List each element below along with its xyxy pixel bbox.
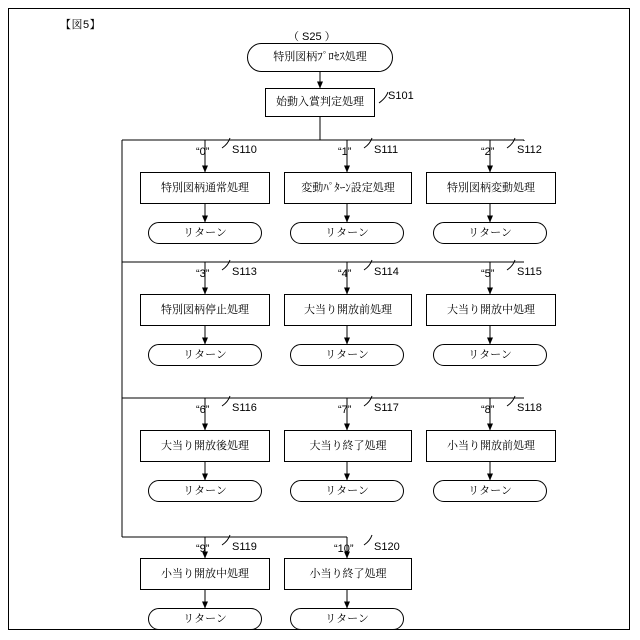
case-label-7: “7” — [338, 404, 352, 416]
node-process-s110: 特別図柄通常処理 — [140, 172, 270, 204]
step-label-s112: S112 — [517, 144, 542, 156]
step-label-s111: S111 — [374, 144, 399, 156]
node-return-s112: リターン — [433, 222, 547, 244]
case-label-8: “8” — [481, 404, 495, 416]
node-process-s117: 大当り終了処理 — [284, 430, 412, 462]
node-return-s111: リターン — [290, 222, 404, 244]
figure-caption: 【図5】 — [60, 19, 102, 31]
node-start-entry-judgement: 始動入賞判定処理 — [265, 88, 375, 117]
step-label-s117: S117 — [374, 402, 399, 414]
case-label-10: “10” — [334, 543, 354, 555]
case-label-6: “6” — [196, 404, 210, 416]
step-label-s116: S116 — [232, 402, 257, 414]
node-return-s113: リターン — [148, 344, 262, 366]
case-label-3: “3” — [196, 268, 210, 280]
case-label-9: “9” — [196, 543, 210, 555]
node-process-s116: 大当り開放後処理 — [140, 430, 270, 462]
step-label-s113: S113 — [232, 266, 257, 278]
node-return-s110: リターン — [148, 222, 262, 244]
node-return-s119: リターン — [148, 608, 262, 630]
step-label-s118: S118 — [517, 402, 542, 414]
node-process-s113: 特別図柄停止処理 — [140, 294, 270, 326]
node-process-s119: 小当り開放中処理 — [140, 558, 270, 590]
node-return-s118: リターン — [433, 480, 547, 502]
step-label-s119: S119 — [232, 541, 257, 553]
case-label-4: “4” — [338, 268, 352, 280]
node-process-s115: 大当り開放中処理 — [426, 294, 556, 326]
node-process-s111: 変動ﾊﾟﾀｰﾝ設定処理 — [284, 172, 412, 204]
node-return-s116: リターン — [148, 480, 262, 502]
step-label-s115: S115 — [517, 266, 542, 278]
node-process-s118: 小当り開放前処理 — [426, 430, 556, 462]
step-label-s120: S120 — [374, 541, 400, 553]
node-return-s117: リターン — [290, 480, 404, 502]
node-process-s112: 特別図柄変動処理 — [426, 172, 556, 204]
node-start: 特別図柄ﾌﾟﾛｾｽ処理 — [247, 43, 393, 72]
case-label-0: “0” — [196, 146, 210, 158]
entry-point-label: （ S25 ） — [288, 31, 336, 43]
case-label-5: “5” — [481, 268, 495, 280]
step-label-s114: S114 — [374, 266, 399, 278]
step-label-s101: S101 — [388, 90, 414, 102]
step-label-s110: S110 — [232, 144, 257, 156]
node-return-s115: リターン — [433, 344, 547, 366]
case-label-1: “1” — [338, 146, 352, 158]
node-return-s114: リターン — [290, 344, 404, 366]
node-process-s120: 小当り終了処理 — [284, 558, 412, 590]
node-process-s114: 大当り開放前処理 — [284, 294, 412, 326]
case-label-2: “2” — [481, 146, 495, 158]
node-return-s120: リターン — [290, 608, 404, 630]
